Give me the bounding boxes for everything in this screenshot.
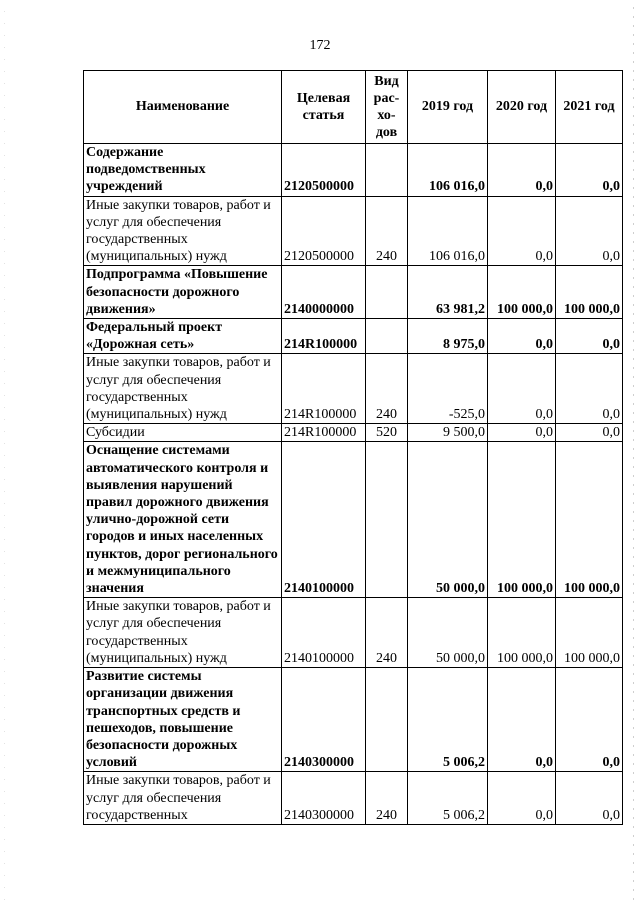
- cell-2021: 0,0: [556, 668, 623, 772]
- cell-vid: [366, 266, 408, 319]
- cell-code: 2140100000: [282, 442, 366, 598]
- header-row: [84, 71, 623, 144]
- cell-2021: 0,0: [556, 354, 623, 424]
- cell-2020: 0,0: [488, 668, 556, 772]
- cell-name: Иные закупки товаров, работ и услуг для обеспечения государственных (муниципальных) нужд: [84, 196, 282, 266]
- cell-vid: [366, 144, 408, 197]
- cell-vid: 240: [366, 772, 408, 825]
- cell-name: Субсидии: [84, 424, 282, 442]
- table-row: [84, 668, 623, 772]
- cell-code: 214R100000: [282, 424, 366, 442]
- cell-2020: 0,0: [488, 144, 556, 197]
- scan-edge-left: [4, 0, 5, 905]
- cell-2021: 100 000,0: [556, 598, 623, 668]
- cell-2019: 5 006,2: [408, 772, 488, 825]
- cell-2019: -525,0: [408, 354, 488, 424]
- cell-vid: 520: [366, 424, 408, 442]
- cell-vid: [366, 668, 408, 772]
- cell-code: 2140000000: [282, 266, 366, 319]
- cell-name: Иные закупки товаров, работ и услуг для обеспечения государственных (муниципальных) нужд: [84, 354, 282, 424]
- cell-2019: 9 500,0: [408, 424, 488, 442]
- table-row: [84, 144, 623, 197]
- cell-vid: 240: [366, 196, 408, 266]
- header-vid: Вид рас- хо- дов: [366, 71, 408, 144]
- table-row: [84, 319, 623, 354]
- table-row: [84, 266, 623, 319]
- cell-code: 214R100000: [282, 354, 366, 424]
- cell-name: Иные закупки товаров, работ и услуг для обеспечения государственных: [84, 772, 282, 825]
- cell-2021: 100 000,0: [556, 266, 623, 319]
- cell-name: Развитие системы организации движения транспортных средств и пешеходов, повышение безопасности дорожных условий: [84, 668, 282, 772]
- cell-2019: 8 975,0: [408, 319, 488, 354]
- cell-code: 2140300000: [282, 772, 366, 825]
- header-code: Целевая статья: [282, 71, 366, 144]
- table-row: [84, 598, 623, 668]
- cell-2020: 0,0: [488, 424, 556, 442]
- cell-2021: 0,0: [556, 196, 623, 266]
- page-number: 172: [309, 38, 331, 53]
- cell-name: Оснащение системами автоматического контроля и выявления нарушений правил дорожного движения улично-дорожной сети городов и иных населенных пунктов, дорог регионального и межмуниципального значения: [84, 442, 282, 598]
- cell-2021: 0,0: [556, 144, 623, 197]
- cell-2019: 106 016,0: [408, 144, 488, 197]
- cell-vid: [366, 319, 408, 354]
- header-2019: 2019 год: [408, 71, 488, 144]
- cell-code: 214R100000: [282, 319, 366, 354]
- table-row: [84, 354, 623, 424]
- cell-2020: 100 000,0: [488, 266, 556, 319]
- table-row: [84, 196, 623, 266]
- cell-vid: [366, 442, 408, 598]
- cell-2021: 0,0: [556, 319, 623, 354]
- header-2021: 2021 год: [556, 71, 623, 144]
- cell-2020: 0,0: [488, 354, 556, 424]
- cell-2021: 100 000,0: [556, 442, 623, 598]
- cell-name: Федеральный проект «Дорожная сеть»: [84, 319, 282, 354]
- cell-2019: 106 016,0: [408, 196, 488, 266]
- cell-code: 2140100000: [282, 598, 366, 668]
- cell-2020: 0,0: [488, 196, 556, 266]
- cell-name: Содержание подведомственных учреждений: [84, 144, 282, 197]
- cell-name: Подпрограмма «Повышение безопасности дорожного движения»: [84, 266, 282, 319]
- cell-2019: 50 000,0: [408, 442, 488, 598]
- budget-table: [83, 70, 623, 825]
- cell-2021: 0,0: [556, 772, 623, 825]
- cell-code: 2140300000: [282, 668, 366, 772]
- cell-vid: 240: [366, 598, 408, 668]
- cell-vid: 240: [366, 354, 408, 424]
- table-row: [84, 442, 623, 598]
- cell-2020: 0,0: [488, 772, 556, 825]
- table-body: [84, 144, 623, 825]
- cell-2019: 50 000,0: [408, 598, 488, 668]
- cell-2020: 100 000,0: [488, 598, 556, 668]
- cell-2020: 0,0: [488, 319, 556, 354]
- header-name: Наименование: [84, 71, 282, 144]
- scan-edge-right: [633, 0, 634, 905]
- table-row: [84, 772, 623, 825]
- cell-2020: 100 000,0: [488, 442, 556, 598]
- cell-code: 2120500000: [282, 196, 366, 266]
- cell-2019: 5 006,2: [408, 668, 488, 772]
- table-row: [84, 424, 623, 442]
- cell-2021: 0,0: [556, 424, 623, 442]
- header-2020: 2020 год: [488, 71, 556, 144]
- cell-2019: 63 981,2: [408, 266, 488, 319]
- cell-code: 2120500000: [282, 144, 366, 197]
- cell-name: Иные закупки товаров, работ и услуг для обеспечения государственных (муниципальных) нужд: [84, 598, 282, 668]
